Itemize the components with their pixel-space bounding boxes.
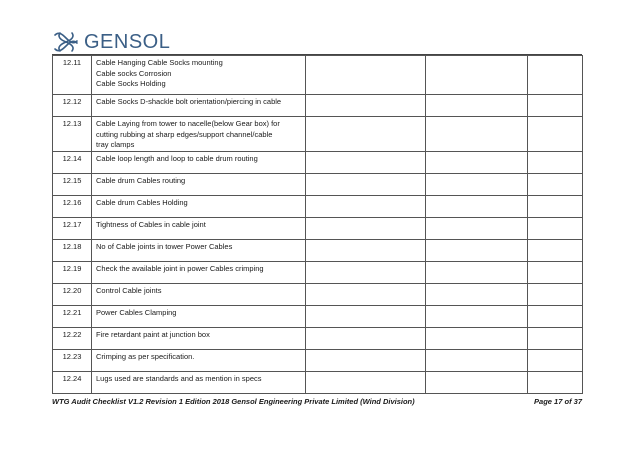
gensol-knot-logo-icon: [51, 29, 81, 55]
item-number: 12.19: [53, 261, 92, 283]
item-number: 12.11: [53, 56, 92, 95]
item-number: 12.23: [53, 349, 92, 371]
empty-cell: [426, 151, 528, 173]
empty-cell: [426, 195, 528, 217]
empty-cell: [426, 371, 528, 393]
item-description: [92, 239, 306, 261]
item-description: [92, 151, 306, 173]
item-number: 12.18: [53, 239, 92, 261]
empty-cell: [426, 95, 528, 117]
item-description: [92, 95, 306, 117]
item-description-line: tray clamps: [96, 140, 135, 150]
item-description-line: Check the available joint in power Cables crimping: [96, 263, 264, 273]
empty-cell: [528, 283, 583, 305]
empty-cell: [306, 151, 426, 173]
item-description-line: Fire retardant paint at junction box: [96, 329, 210, 339]
empty-cell: [426, 56, 528, 95]
item-number: 12.16: [53, 195, 92, 217]
table-row: [53, 173, 583, 195]
table-row: [53, 305, 583, 327]
item-description-line: Lugs used are standards and as mention in specs: [96, 373, 262, 383]
table-row: [53, 117, 583, 152]
empty-cell: [528, 217, 583, 239]
item-description-line: Power Cables Clamping: [96, 307, 177, 317]
empty-cell: [306, 95, 426, 117]
empty-cell: [306, 239, 426, 261]
empty-cell: [426, 349, 528, 371]
table-row: [53, 151, 583, 173]
table-row: [53, 239, 583, 261]
item-description: [92, 305, 306, 327]
item-description-line: Cable drum Cables Holding: [96, 197, 188, 207]
item-number: 12.15: [53, 173, 92, 195]
item-description: [92, 349, 306, 371]
gensol-logo: [51, 29, 170, 55]
table-row: [53, 261, 583, 283]
item-description-line: Crimping as per specification.: [96, 351, 195, 361]
empty-cell: [528, 261, 583, 283]
logo-text: GENSOL: [84, 31, 171, 53]
item-description-line: Cable Laying from tower to nacelle(below Gear box) for: [96, 119, 280, 128]
empty-cell: [528, 173, 583, 195]
item-description-line: Cable loop length and loop to cable drum routing: [96, 153, 258, 163]
audit-checklist-table: [52, 55, 583, 394]
empty-cell: [426, 239, 528, 261]
table-row: [53, 283, 583, 305]
empty-cell: [528, 305, 583, 327]
empty-cell: [306, 56, 426, 95]
item-description-line: Cable drum Cables routing: [96, 175, 186, 185]
item-description-line: No of Cable joints in tower Power Cables: [96, 241, 233, 251]
item-description-line: Tightness of Cables in cable joint: [96, 219, 206, 229]
empty-cell: [426, 173, 528, 195]
empty-cell: [528, 349, 583, 371]
empty-cell: [528, 95, 583, 117]
empty-cell: [528, 195, 583, 217]
table-row: [53, 56, 583, 95]
item-description: [92, 283, 306, 305]
item-description: [92, 195, 306, 217]
empty-cell: [306, 349, 426, 371]
page-footer: [52, 397, 582, 406]
item-description-line: Cable Hanging Cable Socks mounting: [96, 58, 223, 67]
footer-page-number: Page 17 of 37: [534, 397, 582, 406]
empty-cell: [306, 305, 426, 327]
empty-cell: [528, 151, 583, 173]
item-number: 12.13: [53, 117, 92, 152]
item-description-line: Cable Socks Holding: [96, 79, 166, 89]
item-number: 12.21: [53, 305, 92, 327]
empty-cell: [426, 305, 528, 327]
item-number: 12.24: [53, 371, 92, 393]
item-number: 12.17: [53, 217, 92, 239]
table-row: [53, 217, 583, 239]
table-row: [53, 349, 583, 371]
empty-cell: [306, 261, 426, 283]
empty-cell: [426, 217, 528, 239]
empty-cell: [306, 173, 426, 195]
item-description-line: cutting rubbing at sharp edges/support channel/cable: [96, 129, 273, 139]
item-description: [92, 117, 306, 152]
table-row: [53, 195, 583, 217]
empty-cell: [306, 217, 426, 239]
item-description: [92, 371, 306, 393]
empty-cell: [528, 56, 583, 95]
empty-cell: [426, 283, 528, 305]
item-description: [92, 173, 306, 195]
empty-cell: [426, 327, 528, 349]
empty-cell: [306, 371, 426, 393]
item-number: 12.12: [53, 95, 92, 117]
table-row: [53, 327, 583, 349]
item-description: [92, 217, 306, 239]
empty-cell: [306, 283, 426, 305]
item-description: [92, 327, 306, 349]
empty-cell: [306, 195, 426, 217]
item-number: 12.22: [53, 327, 92, 349]
item-description-line: Cable socks Corrosion: [96, 68, 172, 78]
item-number: 12.14: [53, 151, 92, 173]
empty-cell: [426, 261, 528, 283]
empty-cell: [528, 371, 583, 393]
empty-cell: [528, 239, 583, 261]
table-row: [53, 95, 583, 117]
item-description: [92, 56, 306, 95]
empty-cell: [306, 117, 426, 152]
empty-cell: [528, 327, 583, 349]
item-description: [92, 261, 306, 283]
item-description-line: Cable Socks D-shackle bolt orientation/piercing in cable: [96, 97, 282, 106]
empty-cell: [528, 117, 583, 152]
footer-document-title: WTG Audit Checklist V1.2 Revision 1 Edition 2018 Gensol Engineering Private Limited (Wind Division): [52, 397, 415, 406]
empty-cell: [426, 117, 528, 152]
table-row: [53, 371, 583, 393]
item-number: 12.20: [53, 283, 92, 305]
empty-cell: [306, 327, 426, 349]
item-description-line: Control Cable joints: [96, 285, 162, 295]
